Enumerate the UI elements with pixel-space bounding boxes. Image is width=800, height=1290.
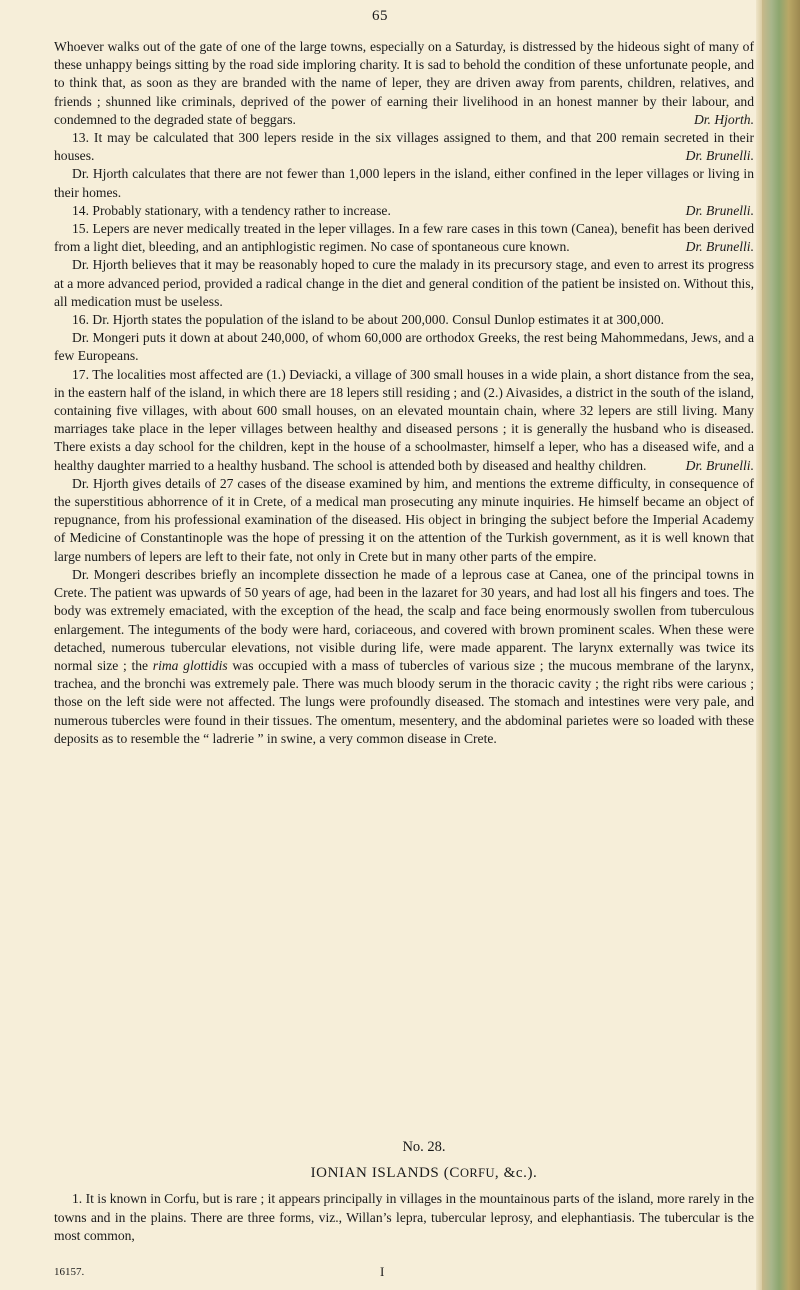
section-title: [94, 1164, 754, 1182]
paragraph-text: 14. Probably stationary, with a tendency rather to increase.: [72, 202, 391, 218]
attribution: Dr. Brunelli.: [685, 457, 754, 473]
paragraph: [54, 129, 754, 165]
paragraph-text: Dr. Mongeri describes briefly an incomplete dissection he made of a leprous case at Canea, one of the principal towns in Crete. The patient was upwards of 50 years of age, had been in the lazaret for 30 years, and had lost all his fingers and toes. The body was extremely emaciated, with the exception of the head, the scalp and face being enormously swollen from tuberculous enlargement. The integuments of the body were hard, coriaceous, and covered with brown prominent scales. When these were detached, numerous tubercular elevations, not visible during life, were made apparent. The larynx externally was twice its normal size ; the: [54, 566, 754, 673]
section-paragraph: 1. It is known in Corfu, but is rare ; it appears principally in villages in the mountainous parts of the island, more rarely in the towns and in the plains. There are three forms, viz., Willan’s lepra, tubercular leprosy, and elephantiasis. The tubercular is the most common,: [54, 1191, 754, 1243]
paragraph: [54, 329, 754, 365]
sheet-letter: I: [380, 1264, 385, 1279]
section-title-smallcaps: ORFU: [459, 1166, 495, 1181]
paragraph: [54, 202, 754, 220]
paragraph-text: 17. The localities most affected are (1.) Deviacki, a village of 300 small houses in a wide plain, a short distance from the sea, in the eastern half of the island, in which there are 18 lepers still residing ; and (2.) Aivasides, a district in the south of the island, containing five villages, with about 600 small houses, on an elevated mountain chain, where 32 lepers are still living. Many marriages take place in the leper villages between healthy and diseased persons ; it is generally the husband who is diseased. There exists a day school for the children, kept in the house of a schoolmaster, himself a leper, who has a diseased wife, and a healthy daughter married to a healthy husband. The school is attended both by diseased and healthy children.: [54, 366, 754, 473]
paragraph: [54, 566, 754, 748]
attribution: Dr. Brunelli.: [685, 202, 754, 218]
paragraph-text: 15. Lepers are never medically treated in the leper villages. In a few rare cases in this town (Canea), benefit has been derived from a light diet, bleeding, and an antiphlogistic regimen. No case of spontaneous cure known.: [54, 221, 754, 255]
section-number: No. 28.: [402, 1139, 446, 1155]
section-ionian-islands: [54, 1138, 754, 1245]
attribution: Dr. Hjorth.: [693, 111, 754, 127]
paragraph-text: Whoever walks out of the gate of one of the large towns, especially on a Saturday, is distressed by the hideous sight of many of these unhappy beings sitting by the road side imploring charity. It is sad to behold the condition of these unfortunate people, and to think that, as soon as they are branded with the name of leper, they are driven away from parents, children, relatives, and friends ; shunned like criminals, deprived of the power of earning their livelihood in an honest manner by their labour, and condemned to the degraded state of beggars.: [54, 39, 754, 127]
paragraph-text: was occupied with a mass of tubercles of various size ; the mucous membrane of the larynx, trachea, and the bronchi was extremely pale. There was much bloody serum in the thoracic cavity ; the right ribs were carious ; those on the left side were not affected. The lungs were profoundly diseased. The stomach and intestines were very pale, and numerous tubercles were found in their tissues. The omentum, mesentery, and the abdominal parietes were so loaded with these deposits as to resemble the “ ladrerie ” in swine, a very common disease in Crete.: [54, 657, 754, 746]
section-title-main: IONIAN ISLANDS (C: [310, 1165, 460, 1182]
paragraph-text: Dr. Mongeri puts it down at about 240,000, of whom 60,000 are orthodox Greeks, the rest being Mahommedans, Jews, and a few Europeans.: [54, 330, 754, 364]
paragraph: [54, 220, 754, 256]
paragraph-text: Dr. Hjorth gives details of 27 cases of the disease examined by him, and mentions the extreme difficulty, in consequence of the superstitious abhorrence of it in Crete, of a medical man prosecuting any minute inquiries. He himself became an object of repugnance, from his professional examination of the diseased. His object in bringing the subject before the Imperial Academy of Medicine of Constantinople was the hope of pressing it on the attention of the Turkish government, as it is well known that large numbers of lepers are left to their fate, not only in Crete but in many other parts of the empire.: [54, 475, 754, 564]
body-text: [54, 38, 754, 748]
attribution: Dr. Brunelli.: [685, 148, 754, 164]
paragraph: [54, 38, 754, 129]
paragraph-text: Dr. Hjorth calculates that there are not fewer than 1,000 lepers in the island, either confined in the leper villages or living in their homes.: [54, 166, 754, 200]
attribution: Dr. Brunelli.: [685, 239, 754, 255]
printer-signature: 16157.: [54, 1266, 85, 1278]
paragraph: [54, 311, 754, 329]
italic-term: rima glottidis: [152, 657, 228, 673]
paragraph-text: 16. Dr. Hjorth states the population of the island to be about 200,000. Consul Dunlop estimates it at 300,000.: [72, 312, 665, 328]
book-binding: [762, 0, 800, 1290]
section-title-end: , &c.).: [494, 1165, 538, 1182]
paragraph: [54, 256, 754, 311]
paragraph-text: Dr. Hjorth believes that it may be reasonably hoped to cure the malady in its precursory stage, and even to arrest its progress at a more advanced period, provided a radical change in the diet and general condition of the patient be insisted on. Without this, all medication must be useless.: [54, 257, 754, 309]
page-number: 65: [372, 8, 388, 24]
paragraph: [54, 475, 754, 566]
paragraph: [54, 366, 754, 475]
paragraph-text: 13. It may be calculated that 300 lepers reside in the six villages assigned to them, and that 200 remain secreted in their houses.: [54, 130, 754, 164]
paragraph: [54, 165, 754, 201]
